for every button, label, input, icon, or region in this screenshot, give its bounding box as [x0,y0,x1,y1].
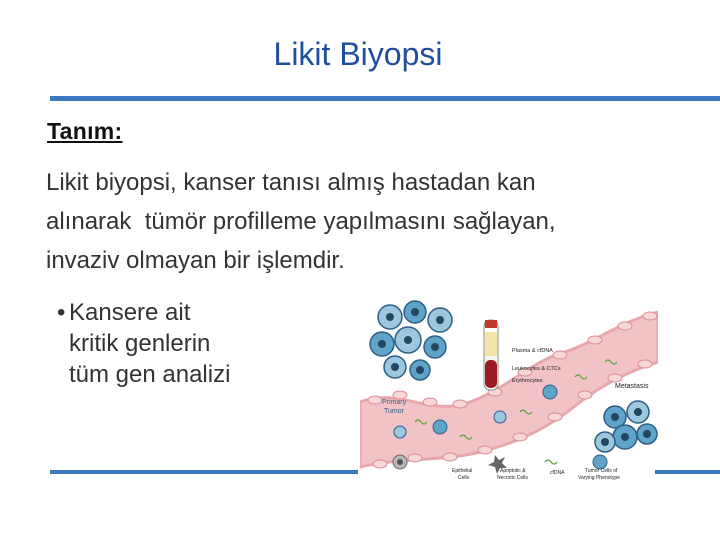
metastasis-label: Metastasis [615,383,649,390]
bottom-divider-right [655,470,720,474]
definition-heading: Tanım: [47,118,123,144]
definition-text [46,163,696,280]
definition-line: alınarak tümör profilleme yapılmasını sağlayan, [46,208,556,235]
erythrocytes-label: Erythrocytes [512,378,543,384]
legend-apoptotic-label: Necrotic Cells [497,475,528,481]
bullet-marker: • [57,299,66,326]
bullet-item [57,297,287,390]
primary-tumor-label: Tumor [384,408,404,415]
legend-tumor-label: Tumor Cells of [585,468,618,474]
bullet-line: Kansere ait [69,299,191,326]
title-divider [50,96,720,101]
bottom-divider-left [50,470,358,474]
plasma-label: Plasma & cfDNA [512,348,553,354]
legend-apoptotic-label: Apoptotic & [500,468,526,474]
primary-tumor-label: Primary [382,399,407,406]
bullet-line: tüm gen analizi [69,361,231,388]
legend-epithelial-label: Epithelial [452,468,473,474]
definition-line: invaziv olmayan bir işlemdir. [46,247,345,274]
slide-title: Likit Biyopsi [273,36,443,72]
legend-tumor-label: Varying Phenotype [578,475,620,481]
definition-line: Likit biyopsi, kanser tanısı almış hastadan kan [46,169,536,196]
blood-tube-icon [484,320,498,390]
legend-cfdna-label: cfDNA [550,470,565,476]
leukocytes-label: Leukocytes & CTCs [512,366,561,372]
bullet-line: kritik genlerin [69,330,211,357]
liquid-biopsy-illustration [360,292,658,492]
legend-epithelial-label: Cells [458,475,470,481]
